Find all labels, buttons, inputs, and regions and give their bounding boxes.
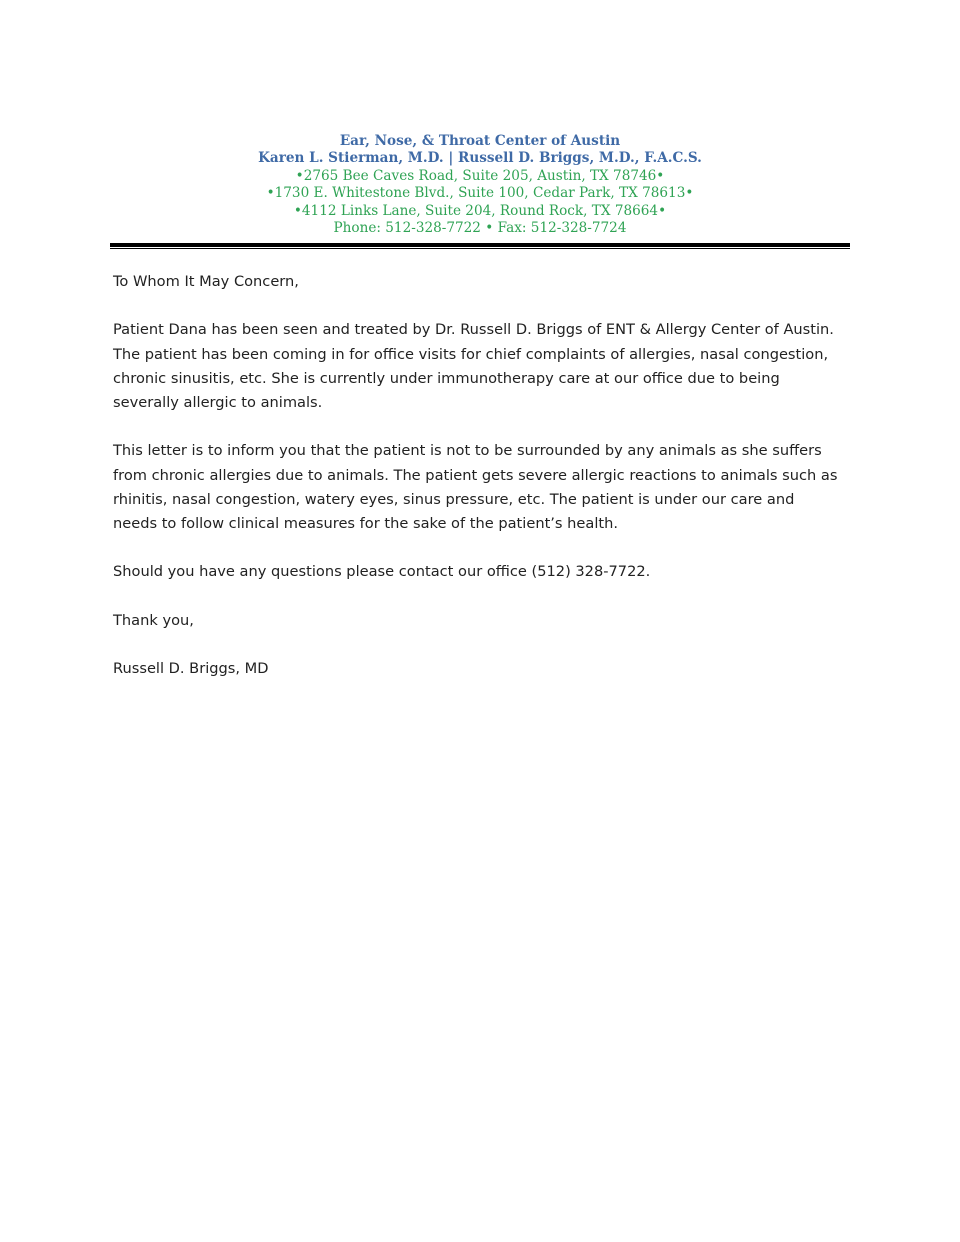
address-round-rock: •4112 Links Lane, Suite 204, Round Rock, TX 78664• (293, 202, 667, 219)
closing: Thank you, (113, 611, 194, 629)
letterhead-divider-thin (110, 248, 850, 249)
paragraph-contact: Should you have any questions please contact our office (512) 328-7722. (113, 563, 651, 581)
letterhead-divider-thick (110, 243, 850, 247)
paragraph-restriction: This letter is to inform you that the patient is not to be surrounded by any animals as she suffers from chronic allergies due to animals. The patient gets severe allergic reactions to animals such as rhinitis, nasal congestion, watery eyes, sinus pressure, etc. The patient is under our care and needs to follow clinical measures for the sake of the patient’s health. (113, 442, 838, 532)
address-cedar-park: •1730 E. Whitestone Blvd., Suite 100, Cedar Park, TX 78613• (266, 185, 694, 202)
paragraph-diagnosis: Patient Dana has been seen and treated by Dr. Russell D. Briggs of ENT & Allergy Center of Austin. The patient has been coming in for office visits for chief complaints of allergies, nasal congestion, chronic sinusitis, etc. She is currently under immunotherapy care at our office due to being severally allergic to animals. (113, 321, 834, 411)
signature: Russell D. Briggs, MD (113, 660, 269, 678)
clinic-name: Ear, Nose, & Throat Center of Austin (339, 133, 621, 149)
salutation: To Whom It May Concern, (113, 273, 299, 290)
phone-fax: Phone: 512-328-7722 • Fax: 512-328-7724 (333, 220, 627, 237)
address-austin: •2765 Bee Caves Road, Suite 205, Austin, TX 78746• (295, 167, 665, 184)
letterhead (110, 133, 850, 237)
doctor-names: Karen L. Stierman, M.D. | Russell D. Briggs, M.D., F.A.C.S. (258, 150, 702, 167)
letter-body (113, 270, 843, 706)
